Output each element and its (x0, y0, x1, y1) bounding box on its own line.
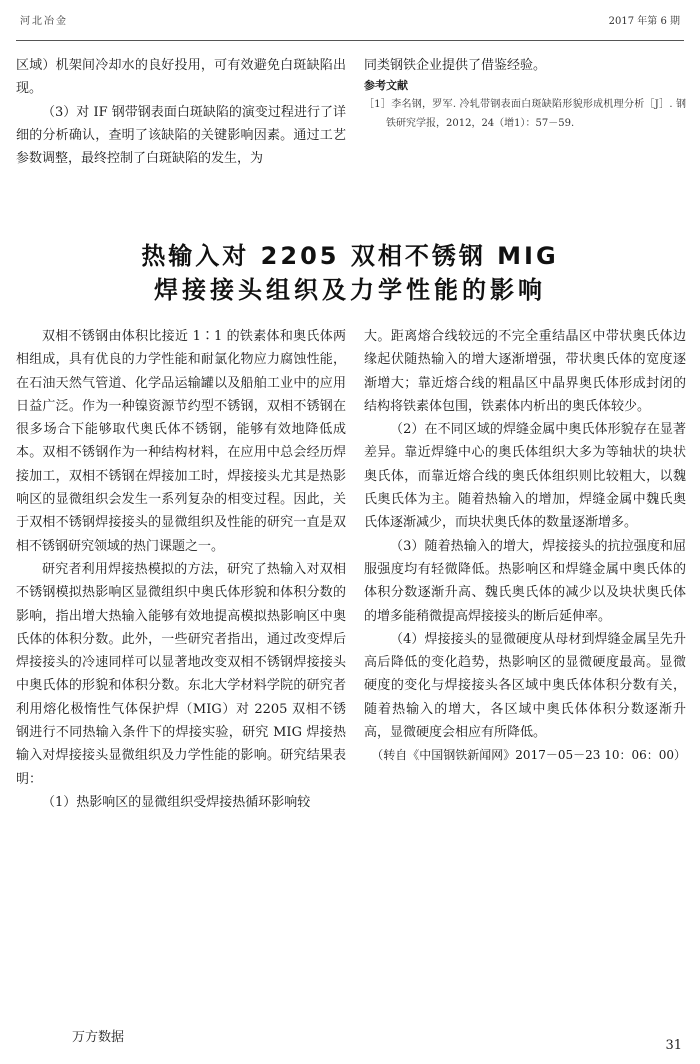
article-title-line-1: 热输入对 2205 双相不锈钢 MIG (141, 242, 559, 270)
previous-paragraph: 区域）机架间冷却水的良好投用，可有效避免白斑缺陷出现。 (16, 58, 346, 97)
header-divider (16, 40, 684, 41)
reference-item: ［1］李名钢，罗军. 冷轧带钢表面白斑缺陷形貌形成机理分析［J］. 钢铁研究学报，2012，24（增1）：57－59. (364, 99, 686, 130)
body-paragraph: （4）焊接接头的显微硬度从母材到焊缝金属呈先升高后降低的变化趋势，热影响区的显微硬度最高。显微硬度的变化与焊接接头各区域中奥氏体体积分数有关，随着热输入的增大，各区域中奥氏体体积分数逐渐升高，显微硬度会相应有所降低。 (364, 631, 686, 741)
references-heading: 参考文献 (364, 79, 408, 93)
running-header (16, 6, 684, 26)
page-number: 31 (665, 1038, 682, 1053)
journal-name: 河北冶金 (20, 16, 68, 27)
previous-article-left-column (16, 54, 346, 170)
source-attribution: （转自《中国钢铁新闻网》2017－05－23 10：06：00） (371, 748, 686, 763)
previous-article-right-column (364, 54, 686, 133)
body-paragraph: （3）随着热输入的增大，焊接接头的抗拉强度和屈服强度均有轻微降低。热影响区和焊缝金属中奥氏体的体积分数逐渐升高、魏氏奥氏体的减少以及块状奥氏体的增多能稍微提高焊接接头的断后延伸率。 (364, 538, 686, 624)
article-title-line-2: 焊接接头组织及力学性能的影响 (154, 276, 546, 304)
previous-paragraph: 同类钢铁企业提供了借鉴经验。 (364, 58, 547, 73)
body-paragraph: 大。距离熔合线较远的不完全重结晶区中带状奥氏体边缘起伏随热输入的增大逐渐增强，带状奥氏体的宽度逐渐增大；靠近熔合线的粗晶区中晶界奥氏体形成封闭的结构将铁素体包围，铁素体内析出的奥氏体较少。 (364, 329, 686, 414)
body-paragraph: 研究者利用焊接热模拟的方法，研究了热输入对双相不锈钢模拟热影响区显微组织中奥氏体形貌和体积分数的影响，指出增大热输入能够有效地提高模拟热影响区中奥氏体的体积分数。此外，一些研究者指出，通过改变焊后焊接接头的冷速同样可以显著地改变双相不锈钢焊接接头中奥氏体的形貌和体积分数。东北大学材料学院的研究者利用熔化极惰性气体保护焊（MIG）对 2205 双相不锈钢进行不同热输入条件下的焊接实验，研究 MIG 焊接热输入对焊接接头显微组织及力学性能的影响。研究结果表明： (16, 561, 346, 787)
article-left-column (16, 325, 346, 814)
issue-label: 2017 年第 6 期 (608, 16, 680, 27)
body-paragraph: （2）在不同区域的焊缝金属中奥氏体形貌存在显著差异。靠近焊缝中心的奥氏体组织大多为等轴状的块状奥氏体，而靠近熔合线的奥氏体组织则比较粗大，以魏氏奥氏体为主。随着热输入的增加，焊缝金属中魏氏奥氏体逐渐减少，而块状奥氏体的数量逐渐增多。 (364, 422, 686, 531)
publisher-watermark: 万方数据 (72, 1030, 125, 1045)
article-right-column (364, 325, 686, 768)
previous-paragraph: （3）对 IF 钢带钢表面白斑缺陷的演变过程进行了详细的分析确认，查明了该缺陷的关键影响因素。通过工艺参数调整，最终控制了白斑缺陷的发生，为 (16, 104, 346, 167)
body-paragraph: （1）热影响区的显微组织受焊接热循环影响较 (42, 794, 311, 810)
body-paragraph: 双相不锈钢由体积比接近 1∶1 的铁素体和奥氏体两相组成，具有优良的力学性能和耐氯化物应力腐蚀性能，在石油天然气管道、化学品运输罐以及船舶工业中的应用日益广泛。作为一种镍资源节约型不锈钢，双相不锈钢在很多场合下能够取代奥氏体不锈钢，能够有效地降低成本。双相不锈钢作为一种结构材料，在应用中总会经历焊接加工，双相不锈钢在焊接加工时，焊接接头尤其是热影响区的显微组织会发生一系列复杂的相变过程。因此，关于双相不锈钢焊接接头的显微组织及性能的研究一直是双相不锈钢研究领域的热门课题之一。 (16, 329, 346, 554)
